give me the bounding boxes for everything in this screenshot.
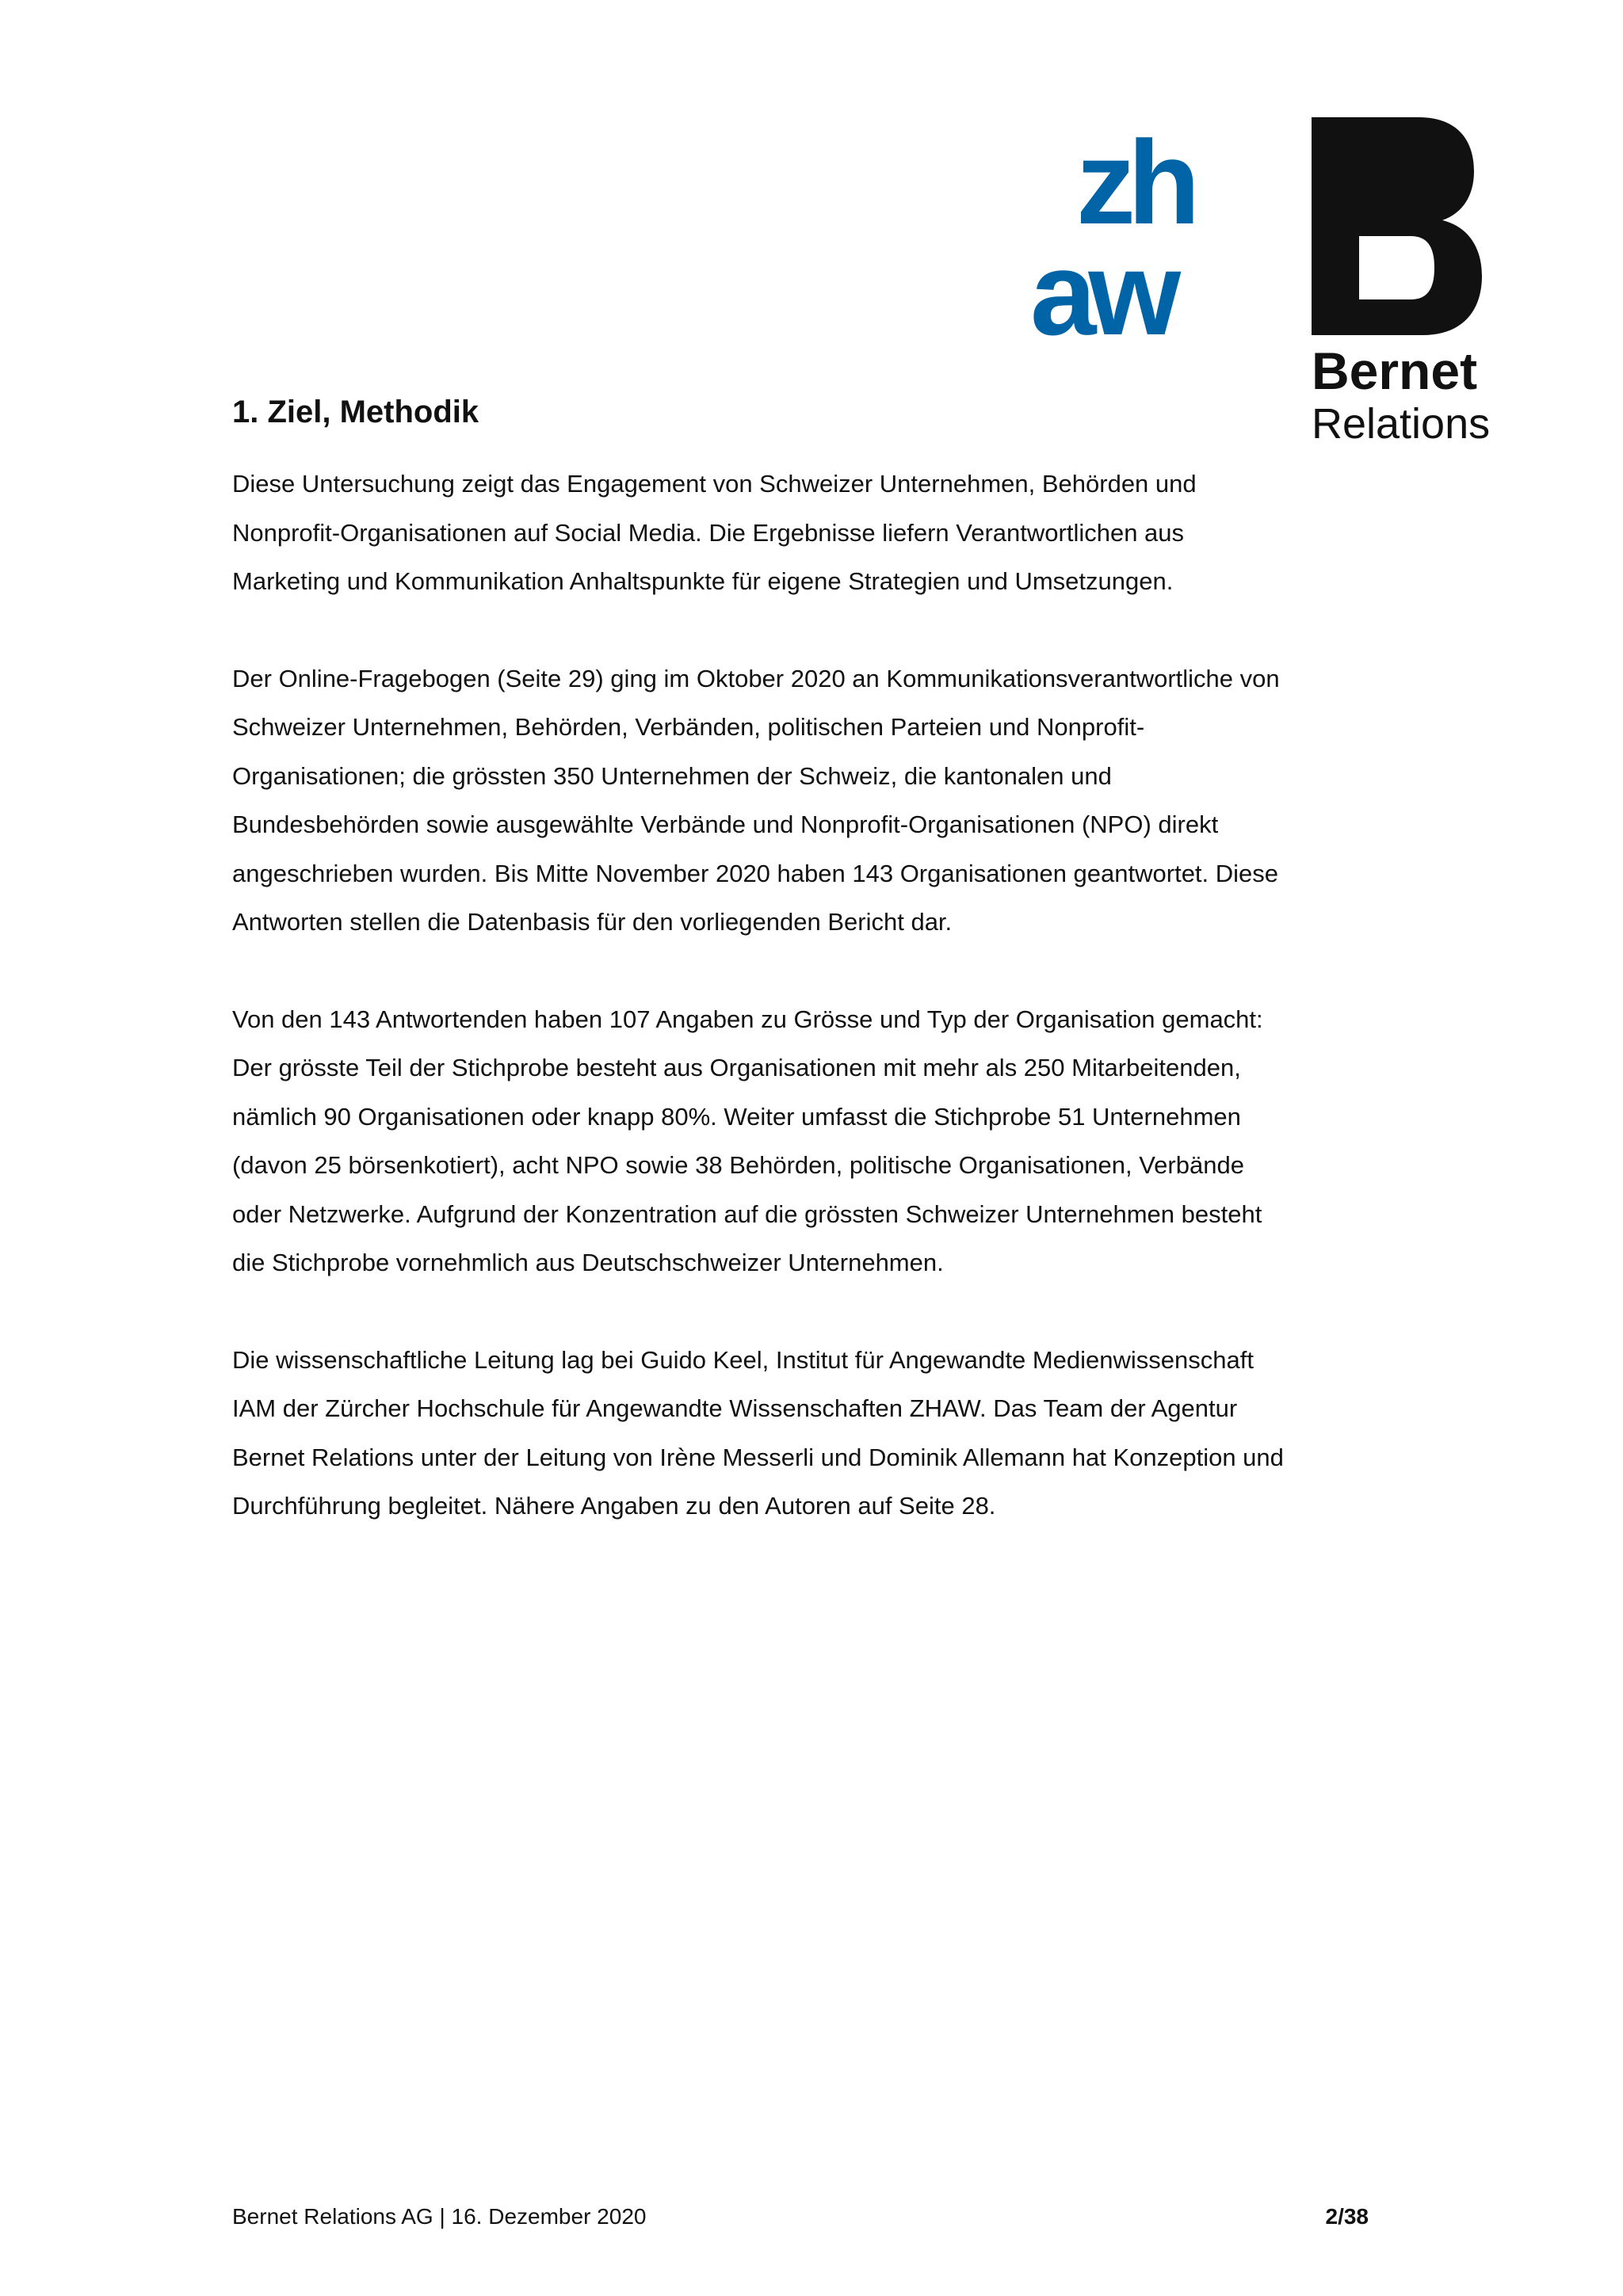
zhaw-logo-line-1: zh bbox=[1076, 116, 1193, 249]
section-title: 1. Ziel, Methodik bbox=[232, 395, 479, 429]
paragraph-questionnaire: Der Online-Fragebogen (Seite 29) ging im Oktober 2020 an Kommunikationsverantwortliche von Schweizer Unternehmen, Behörden, Verbänden, politischen Parteien und Nonprofit-Organisationen; die grössten 350 Unternehmen der Schweiz, die kantonalen und Bundesbehörden sowie ausgewählte Verbände und Nonprofit-Organisationen (NPO) direkt angeschrieben wurden. Bis Mitte November 2020 haben 143 Organisationen geantwortet. Diese Antworten stellen die Datenbasis für den vorliegenden Bericht dar. bbox=[232, 664, 1280, 936]
page-number: 2/38 bbox=[1325, 2204, 1369, 2229]
paragraph-list bbox=[232, 460, 1294, 1531]
bernet-b-mark-icon bbox=[1312, 117, 1482, 335]
bernet-logo-subtitle: Relations bbox=[1312, 400, 1491, 448]
document-body bbox=[232, 388, 1294, 1579]
paragraph-aim: Diese Untersuchung zeigt das Engagement von Schweizer Unternehmen, Behörden und Nonprofit-Organisationen auf Social Media. Die Ergebnisse liefern Verantwortlichen aus Marketing und Kommunikation Anhaltspunkte für eigene Strategien und Umsetzungen. bbox=[232, 470, 1197, 595]
paragraph-leadership: Die wissenschaftliche Leitung lag bei Guido Keel, Institut für Angewandte Medienwissenschaft IAM der Zürcher Hochschule für Angewandte Wissenschaften ZHAW. Das Team der Agentur Bernet Relations unter der Leitung von Irène Messerli und Dominik Allemann hat Konzeption und Durchführung begleitet. Nähere Angaben zu den Autoren auf Seite 28. bbox=[232, 1345, 1284, 1520]
zhaw-logo-line-2: aw bbox=[1030, 227, 1174, 360]
bernet-logo-name: Bernet bbox=[1312, 341, 1478, 400]
paragraph-sample: Von den 143 Antwortenden haben 107 Angaben zu Grösse und Typ der Organisation gemacht: Der grösste Teil der Stichprobe besteht aus Organisationen mit mehr als 250 Mitarbeitenden, nämlich 90 Organisationen oder knapp 80%. Weiter umfasst die Stichprobe 51 Unternehmen (davon 25 börsenkotiert), acht NPO sowie 38 Behörden, politische Organisationen, Verbände oder Netzwerke. Aufgrund der Konzentration auf die grössten Schweizer Unternehmen besteht die Stichprobe vornehmlich aus Deutschschweizer Unternehmen. bbox=[232, 1005, 1263, 1276]
footer-company-date: Bernet Relations AG | 16. Dezember 2020 bbox=[232, 2204, 647, 2229]
bernet-relations-logo bbox=[1312, 117, 1494, 466]
zhaw-logo bbox=[1030, 116, 1228, 360]
